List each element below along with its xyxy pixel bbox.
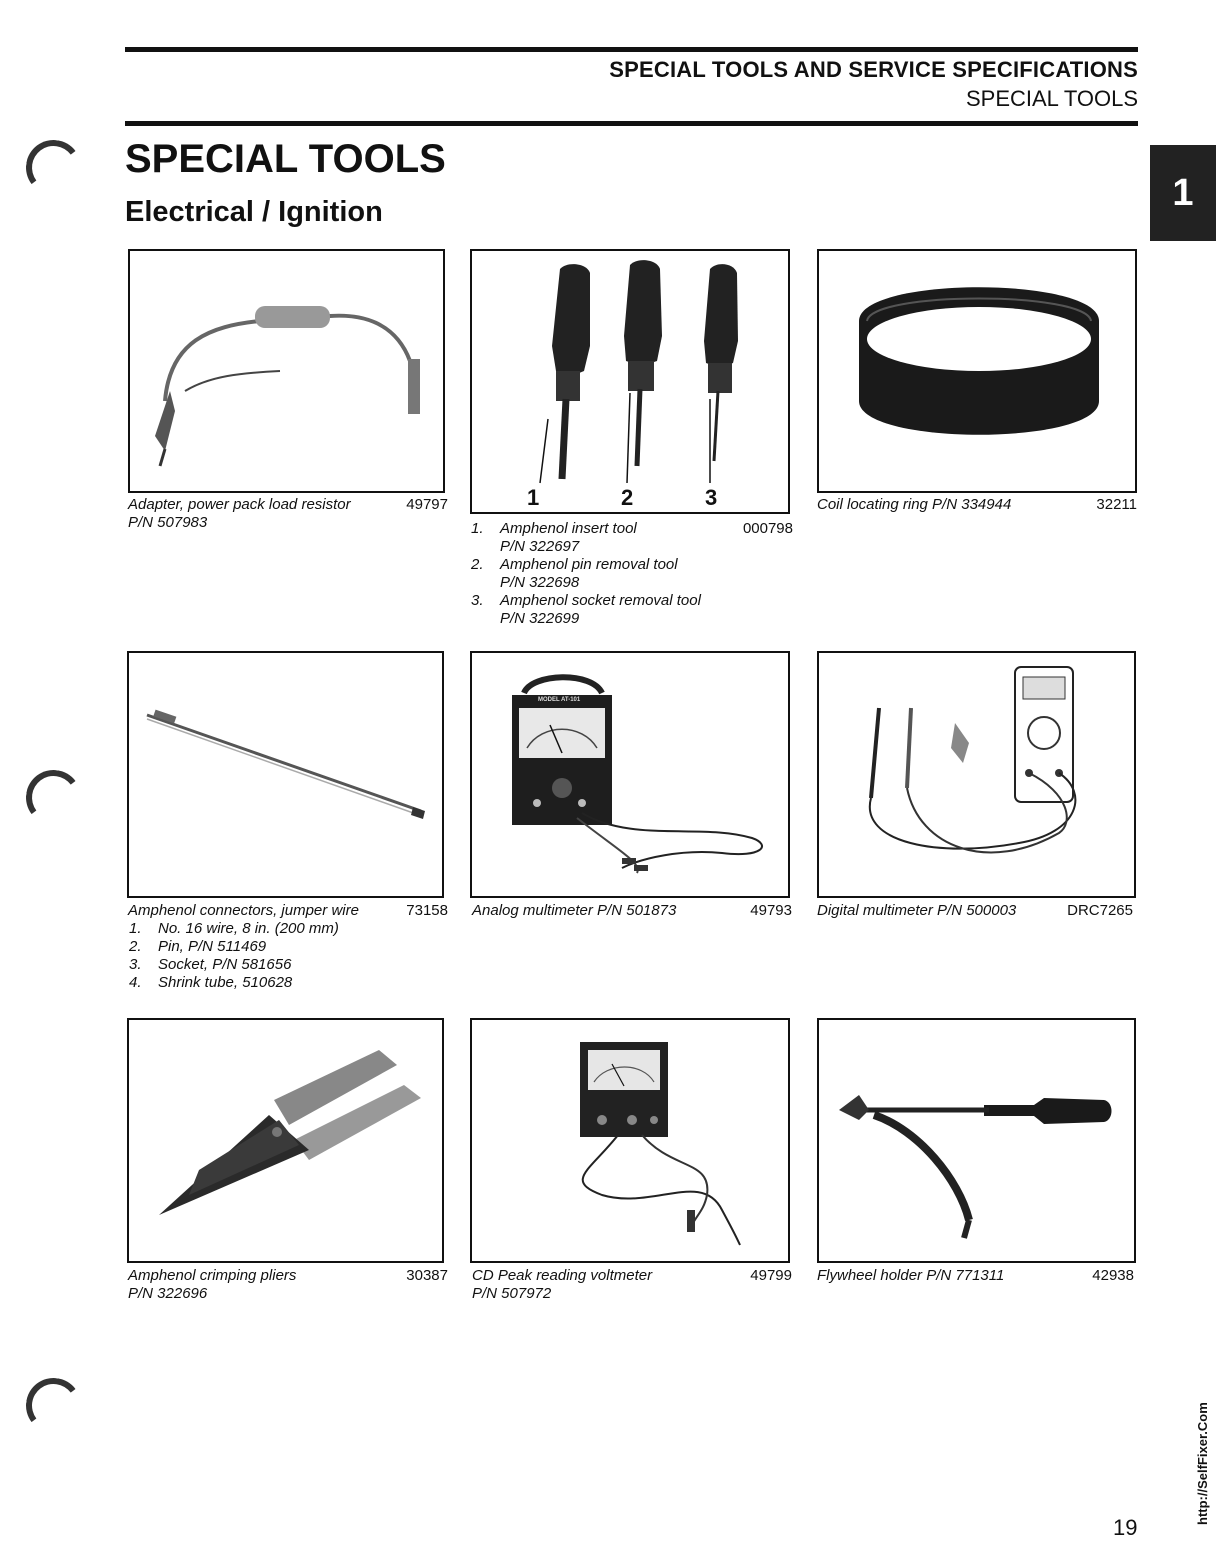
- page-number: 19: [1113, 1515, 1138, 1540]
- caption-flywheel-holder: [817, 1267, 1134, 1285]
- list-item: [471, 520, 793, 538]
- caption-coil-locating-ring: [817, 496, 1137, 514]
- list-number: 2.: [471, 556, 484, 573]
- flywheel-holder-illustration: [819, 1020, 1136, 1263]
- coil-locating-ring-illustration: [819, 251, 1137, 493]
- list-item: [129, 974, 449, 992]
- header-subsection: SPECIAL TOOLS: [965, 86, 1138, 111]
- figure-ref: 49793: [750, 902, 792, 919]
- figure-ref: 49799: [750, 1267, 792, 1284]
- caption-analog-multimeter: [472, 902, 792, 920]
- list-number: 2.: [129, 938, 142, 955]
- list-text: Amphenol pin removal tool: [500, 556, 678, 573]
- caption-line: Coil locating ring P/N 334944: [817, 496, 1012, 513]
- digital-multimeter-illustration: [819, 653, 1136, 898]
- watermark-url: http://SelfFixer.Com: [1195, 1402, 1210, 1525]
- figure-crimping-pliers: [127, 1018, 444, 1263]
- callout-2: 2: [621, 485, 634, 510]
- caption-line: Amphenol crimping pliers: [128, 1267, 297, 1284]
- caption-line: Amphenol connectors, jumper wire: [128, 902, 359, 919]
- figure-amphenol-tools: [470, 249, 790, 514]
- caption-jumper-wire: [128, 902, 448, 920]
- list-text: Shrink tube, 510628: [158, 974, 293, 991]
- jumper-wire-illustration: [129, 653, 444, 898]
- list-text: Pin, P/N 511469: [158, 938, 267, 955]
- list-text: Amphenol insert tool: [500, 520, 637, 537]
- meter-model-label: MODEL AT-101: [538, 697, 581, 703]
- figure-coil-locating-ring: [817, 249, 1137, 493]
- list-number: 1.: [129, 920, 142, 937]
- list-item: [129, 938, 449, 956]
- crimping-pliers-illustration: [129, 1020, 444, 1263]
- analog-multimeter-illustration: [472, 653, 790, 898]
- list-text: Amphenol socket removal tool: [500, 592, 701, 609]
- list-number: 3.: [471, 592, 484, 609]
- caption-line: Digital multimeter P/N 500003: [817, 902, 1017, 919]
- caption-line: Adapter, power pack load resistor: [128, 496, 351, 513]
- figure-ref: 000798: [742, 520, 793, 537]
- figure-cd-peak-voltmeter: [470, 1018, 790, 1263]
- list-text: P/N 322699: [500, 610, 580, 627]
- caption-line: Flywheel holder P/N 771311: [817, 1267, 1005, 1284]
- caption-crimping-pliers: [128, 1267, 448, 1303]
- callout-1: 1: [527, 485, 540, 510]
- binder-hole-1: [22, 136, 84, 198]
- cd-peak-voltmeter-illustration: [472, 1020, 790, 1263]
- caption-digital-multimeter: [817, 902, 1133, 920]
- list-item: [129, 920, 449, 938]
- callout-3: 3: [705, 485, 718, 510]
- caption-part-number: P/N 507972: [472, 1285, 552, 1302]
- binder-hole-3: [22, 1374, 84, 1436]
- load-resistor-adapter-illustration: [130, 251, 445, 493]
- jumper-wire-list: [129, 920, 449, 992]
- list-text: Socket, P/N 581656: [158, 956, 292, 973]
- caption-cd-peak-voltmeter: [472, 1267, 792, 1303]
- caption-part-number: P/N 322696: [128, 1285, 208, 1302]
- figure-ref: 73158: [406, 902, 448, 919]
- amphenol-tools-illustration: [472, 251, 790, 514]
- figure-ref: 30387: [406, 1267, 448, 1284]
- binder-hole-2: [22, 766, 84, 828]
- figure-load-resistor-adapter: [128, 249, 445, 493]
- list-number: 3.: [129, 956, 142, 973]
- list-text: P/N 322697: [500, 538, 580, 555]
- caption-load-resistor-adapter: [128, 496, 448, 532]
- list-item: [471, 610, 793, 628]
- list-number: 4.: [129, 974, 142, 991]
- caption-line: Analog multimeter P/N 501873: [472, 902, 677, 919]
- list-item: [471, 556, 793, 574]
- list-item: [471, 538, 793, 556]
- figure-ref: 49797: [406, 496, 448, 513]
- amphenol-tools-list: [471, 520, 793, 628]
- caption-part-number: P/N 507983: [128, 514, 208, 531]
- page-subtitle: Electrical / Ignition: [125, 196, 383, 228]
- figure-ref: DRC7265: [1067, 902, 1133, 919]
- figure-analog-multimeter: [470, 651, 790, 898]
- figure-ref: 42938: [1092, 1267, 1134, 1284]
- list-item: [129, 956, 449, 974]
- figure-flywheel-holder: [817, 1018, 1136, 1263]
- figure-jumper-wire: [127, 651, 444, 898]
- list-item: [471, 592, 793, 610]
- header-bottom-rule: [125, 121, 1138, 126]
- page-title: SPECIAL TOOLS: [125, 137, 446, 181]
- list-number: 1.: [471, 520, 484, 537]
- list-item: [471, 574, 793, 592]
- list-text: P/N 322698: [500, 574, 580, 591]
- caption-line: CD Peak reading voltmeter: [472, 1267, 653, 1284]
- figure-ref: 32211: [1096, 496, 1137, 513]
- top-rule: [125, 47, 1138, 52]
- header-section: SPECIAL TOOLS AND SERVICE SPECIFICATIONS: [609, 57, 1138, 82]
- list-text: No. 16 wire, 8 in. (200 mm): [158, 920, 339, 937]
- figure-digital-multimeter: [817, 651, 1136, 898]
- chapter-tab: 1: [1150, 145, 1216, 241]
